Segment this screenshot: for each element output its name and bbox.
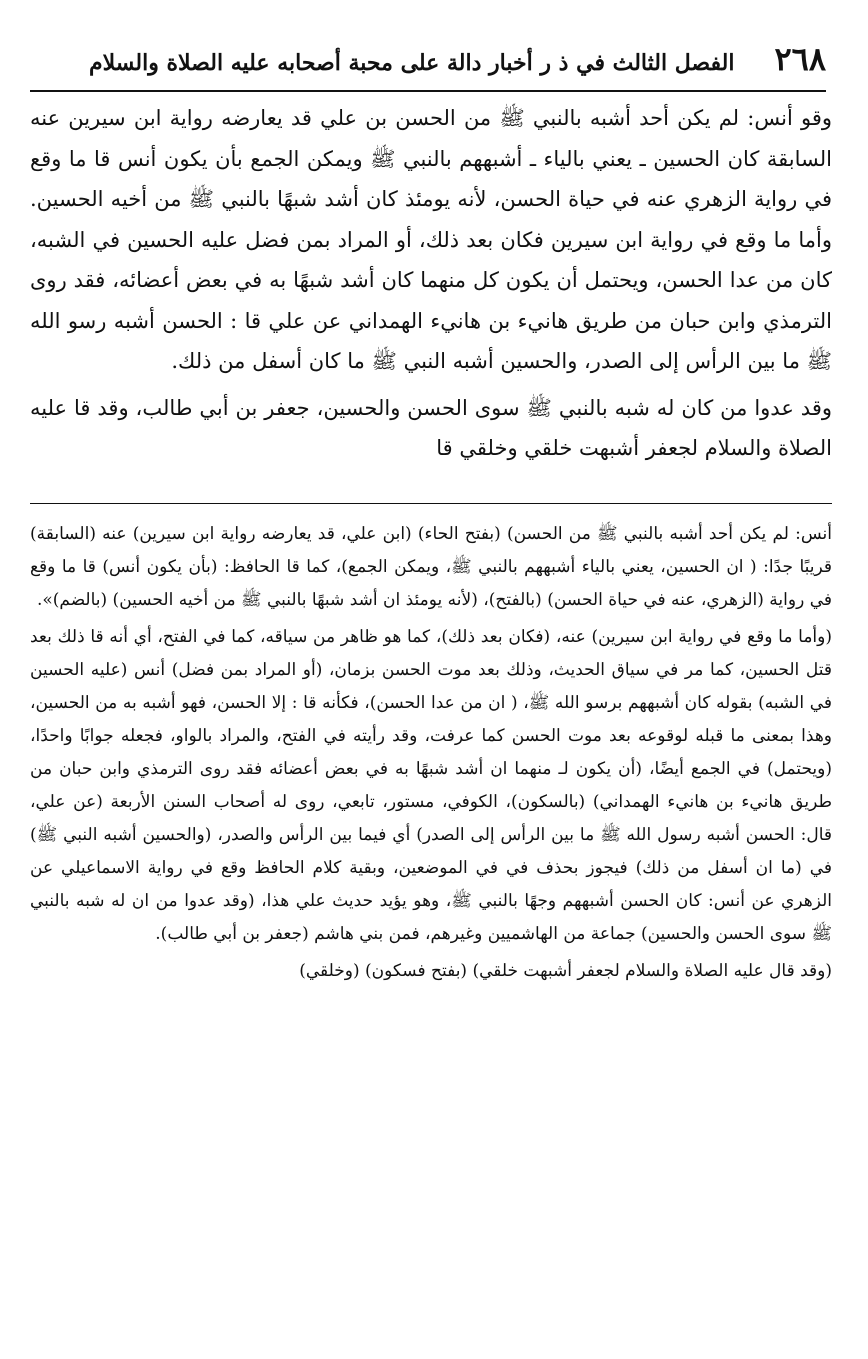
footnote-separator <box>30 503 832 504</box>
commentary-paragraph: (وقد قال عليه الصلاة والسلام لجعفر أشبهت خلقي) (بفتح فسكون) (وخلقي) <box>299 960 832 981</box>
commentary-paragraph: (وأما ما وقع في رواية ابن سيرين) عنه، (فكان بعد ذلك)، كما هو ظاهر من سياقه، كما في الفتح، أي أنه قا ذلك بعد قتل الحسين، كما مر في سياق الحديث، وذلك بعد موت الحسن بزمان، (أو المراد بمن فضل) أنس (عليه الحسين في الشبه) بقوله كان أشبههم برسو الله ﷺ، ( ان من عدا الحسن)، فكأنه قا : إلا الحسن، فهو أشبه به من الحسين، وهذا بمعنى ما قبله لوقوعه بعد موت الحسن كما عرفت، وقد رأيته في الفتح، والمراد بالواو، فجعله جوابًا واحدًا، (ويحتمل) في الجمع أيضًا، (أن يكون لـ منهما ان أشد شبهًا به في بعض أعضائه فقد روى الترمذي وابن حبان من طريق هانيء بن هانيء الهمداني) (بالسكون)، الكوفي، مستور، تابعي، روى له أصحاب السنن الأربعة (عن علي، قال: الحسن أشبه رسول الله ﷺ ما بين الرأس إلى الصدر) أي فيما بين الرأس والصدر، (والحسين أشبه النبي ﷺ) في (ما ان أسفل من ذلك) فيجوز بحذف في في الموضعين، وبقية كلام الحافظ وقع في رواية الاسماعيلي عن الزهري عن أنس: كان الحسن أشبههم وجهًا بالنبي ﷺ، وهو يؤيد حديث علي هذا، (وقد عدوا من ان له شبه بالنبي ﷺ سوى الحسن والحسين) جماعة من الهاشميين وغيرهم، فمن بني هاشم (جعفر بن أبي طالب). <box>30 626 832 944</box>
page-header <box>30 40 826 92</box>
page-number: ٢٦٨ <box>774 40 826 78</box>
main-text <box>30 98 832 469</box>
commentary-text <box>30 518 832 988</box>
main-paragraph: وقد عدوا من كان له شبه بالنبي ﷺ سوى الحسن والحسين، جعفر بن أبي طالب، وقد قا عليه الصلاة والسلام لجعفر أشبهت خلقي وخلقي قا <box>30 395 832 460</box>
chapter-title: الفصل الثالث في ذ ر أخبار دالة على محبة أصحابه عليه الصلاة والسلام <box>89 50 735 76</box>
main-paragraph: وقو أنس: لم يكن أحد أشبه بالنبي ﷺ من الحسن بن علي قد يعارضه رواية ابن سيرين عنه السابقة كان الحسين ـ يعني بالياء ـ أشبههم بالنبي ﷺ ويمكن الجمع بأن يكون أنس قا ما وقع في رواية الزهري عنه في حياة الحسن، لأنه يومئذ كان أشد شبهًا بالنبي ﷺ من أخيه الحسين. وأما ما وقع في رواية ابن سيرين فكان بعد ذلك، أو المراد بمن فضل عليه الحسين في الشبه، كان من عدا الحسن، ويحتمل أن يكون كل منهما كان أشد شبهًا به في بعض أعضائه، فقد روى الترمذي وابن حبان من طريق هانيء بن هانيء الهمداني عن علي قا : الحسن أشبه رسو الله ﷺ ما بين الرأس إلى الصدر، والحسين أشبه النبي ﷺ ما كان أسفل من ذلك. <box>30 106 832 373</box>
commentary-paragraph: أنس: لم يكن أحد أشبه بالنبي ﷺ من الحسن) (بفتح الحاء) (ابن علي، قد يعارضه رواية ابن سيرين) عنه (السابقة) قريبًا جدًا: ( ان الحسين، يعني بالياء أشبههم بالنبي ﷺ، ويمكن الجمع)، كما قا الحافظ: (بأن يكون أنس) قا ما وقع في رواية (الزهري، عنه في حياة الحسن) (بالفتح)، (لأنه يومئذ ان أشد شبهًا بالنبي ﷺ من أخيه الحسين) (بالضم)». <box>30 523 832 610</box>
